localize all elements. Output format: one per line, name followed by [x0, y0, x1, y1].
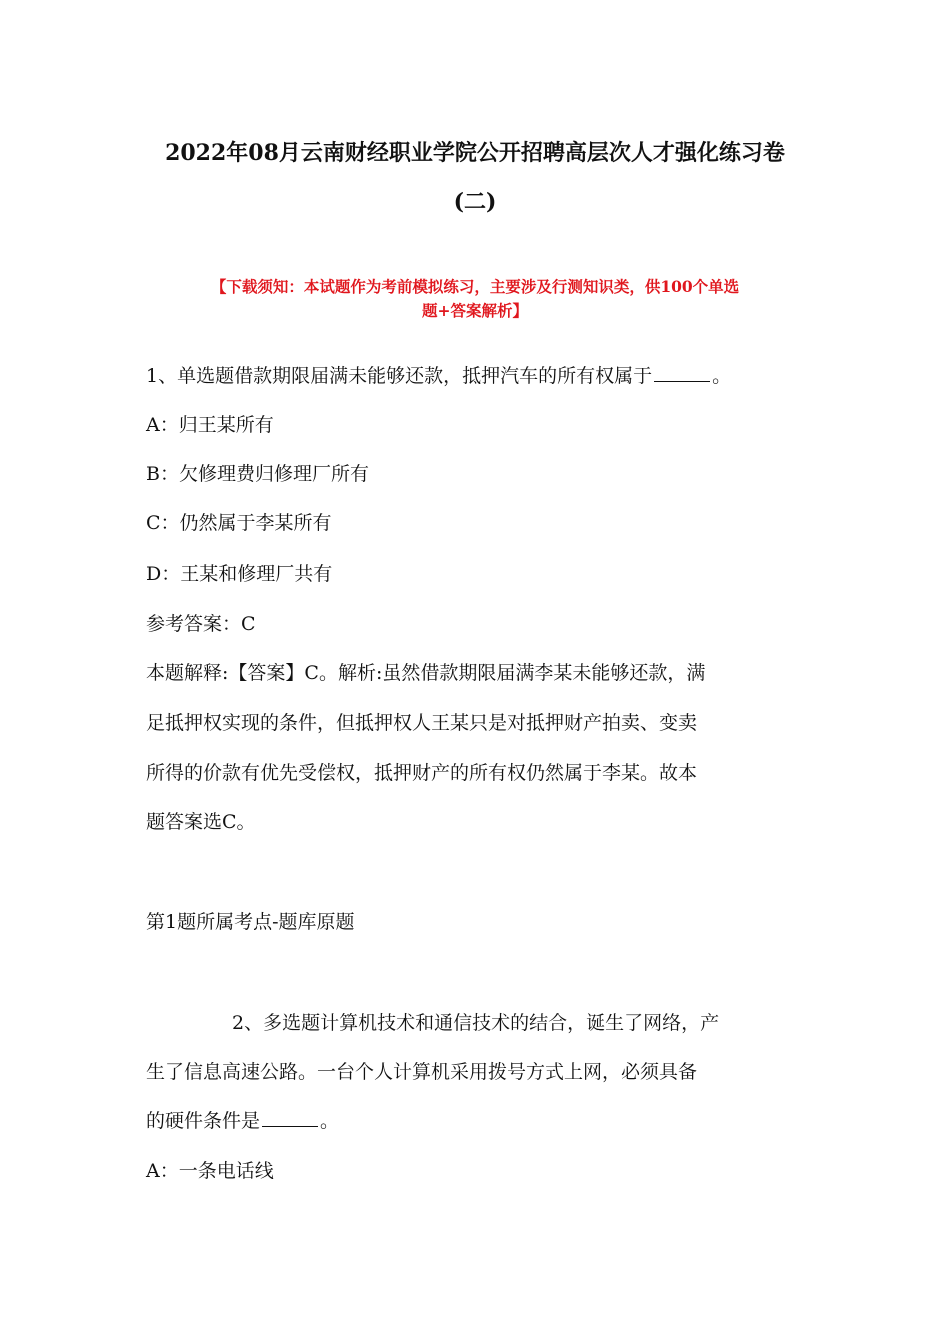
- download-notice: 【下载须知：本试题作为考前模拟练习，主要涉及行测知识类，供100个单选: [210, 277, 740, 296]
- question-1-explanation-line: 题答案选C。: [146, 811, 256, 833]
- question-1-explanation-line: 所得的价款有优先受偿权，抵押财产的所有权仍然属于李某。故本: [146, 762, 698, 784]
- question-2-stem-line: 2、多选题计算机技术和通信技术的结合，诞生了网络，产: [232, 1012, 720, 1034]
- question-2-stem-end: 。: [320, 1110, 340, 1132]
- question-1-explanation-line: 本题解释:【答案】C。解析:虽然借款期限届满李某未能够还款，满: [146, 662, 706, 684]
- page-title-suffix: (二): [453, 189, 497, 215]
- question-1-stem: [146, 362, 731, 390]
- question-1-answer: 参考答案：C: [146, 613, 256, 635]
- question-1-option-d: D：王某和修理厂共有: [146, 563, 333, 585]
- answer-blank: [654, 363, 710, 382]
- download-notice-cont: 题+答案解析】: [422, 301, 528, 320]
- question-1-explanation-line: 足抵押权实现的条件，但抵押权人王某只是对抵押财产拍卖、变卖: [146, 712, 698, 734]
- question-1-option-a: A：归王某所有: [146, 414, 274, 436]
- question-2-stem-text: 的硬件条件是: [146, 1110, 261, 1132]
- question-2-option-a: A：一条电话线: [146, 1160, 274, 1182]
- page-title: 2022年08月云南财经职业学院公开招聘高层次人才强化练习卷: [165, 140, 785, 166]
- question-1-topic: 第1题所属考点-题库原题: [146, 911, 355, 933]
- question-1-stem-text: 1、单选题借款期限届满未能够还款，抵押汽车的所有权属于: [146, 365, 653, 387]
- question-1-option-c: C：仍然属于李某所有: [146, 512, 332, 534]
- question-2-stem-line: 生了信息高速公路。一台个人计算机采用拨号方式上网，必须具备: [146, 1061, 698, 1083]
- question-1-option-b: B：欠修理费归修理厂所有: [146, 463, 369, 485]
- question-1-stem-end: 。: [712, 365, 732, 387]
- answer-blank: [262, 1108, 318, 1127]
- question-2-stem-line: [146, 1107, 339, 1135]
